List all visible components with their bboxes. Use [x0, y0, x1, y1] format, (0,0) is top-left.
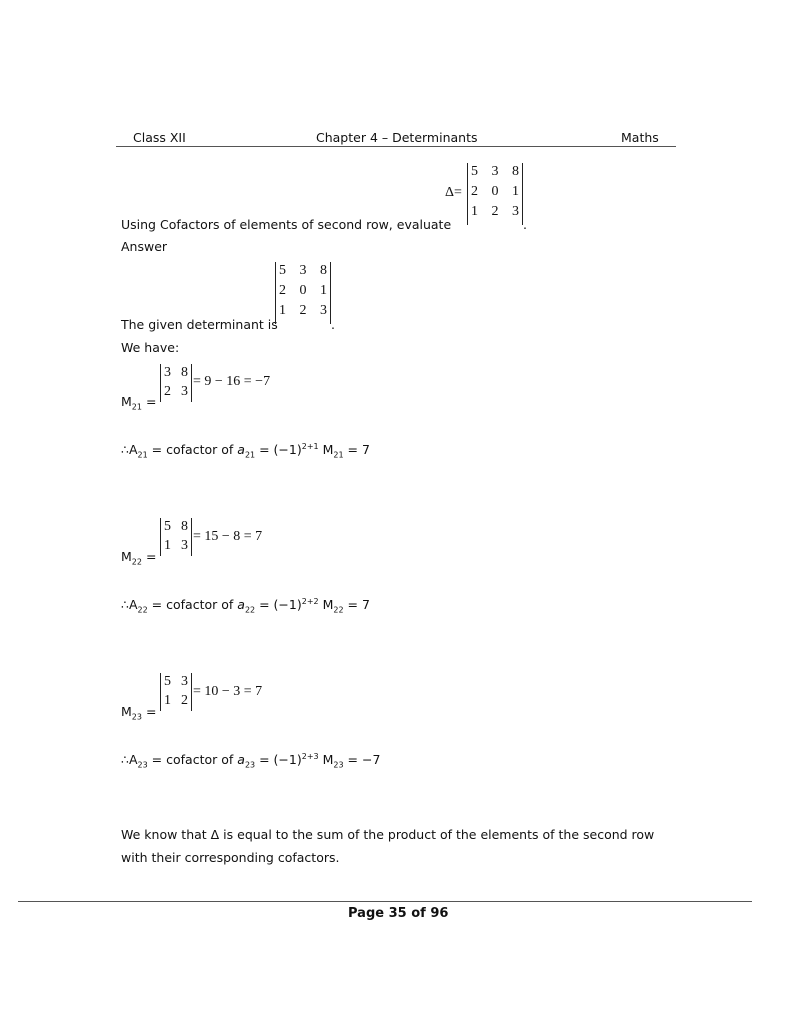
minor-determinant: 5 3 1 2 [160, 673, 192, 711]
header-chapter: Chapter 4 – Determinants [316, 130, 478, 145]
conclusion-line-2: with their corresponding cofactors. [121, 850, 340, 865]
minor-label: $M_{22}$ = [121, 549, 157, 567]
conclusion-line-1: We know that Δ is equal to the sum of the product of the elements of the second row [121, 827, 655, 842]
minor-result: = 9 − 16 = −7 [193, 374, 271, 389]
delta-symbol: Δ= [445, 185, 462, 200]
question-determinant: 5 3 8 2 0 1 1 2 3 [467, 163, 523, 225]
answer-label: Answer [121, 239, 168, 254]
footer-rule [18, 901, 752, 902]
question-period: . [523, 217, 527, 232]
minor-label: $M_{21}$ = [121, 394, 157, 412]
page-number: Page 35 of 96 [348, 906, 449, 921]
cofactor-line: $\therefore A_{23}$ = cofactor of $a_{23} = (-1)^{2+3}$ $M_{23} = -7$ [121, 751, 381, 770]
given-determinant: 5 3 8 2 0 1 1 2 3 [275, 262, 331, 324]
given-period: . [331, 317, 335, 332]
minor-determinant: 5 8 1 3 [160, 518, 192, 556]
header-rule [116, 146, 676, 147]
minor-result: = 10 − 3 = 7 [193, 684, 263, 699]
given-text: The given determinant is [121, 317, 278, 332]
header-subject: Maths [621, 130, 659, 145]
minor-result: = 15 − 8 = 7 [193, 529, 263, 544]
header-class: Class XII [133, 130, 186, 145]
minor-label: $M_{23}$ = [121, 704, 157, 722]
we-have: We have: [121, 340, 180, 355]
cofactor-line: $\therefore A_{21}$ = cofactor of $a_{21} = (-1)^{2+1}$ $M_{21} = 7$ [121, 441, 370, 460]
question-text: Using Cofactors of elements of second row, evaluate [121, 217, 452, 232]
minor-determinant: 3 8 2 3 [160, 364, 192, 402]
cofactor-line: $\therefore A_{22}$ = cofactor of $a_{22} = (-1)^{2+2}$ $M_{22} = 7$ [121, 596, 370, 615]
